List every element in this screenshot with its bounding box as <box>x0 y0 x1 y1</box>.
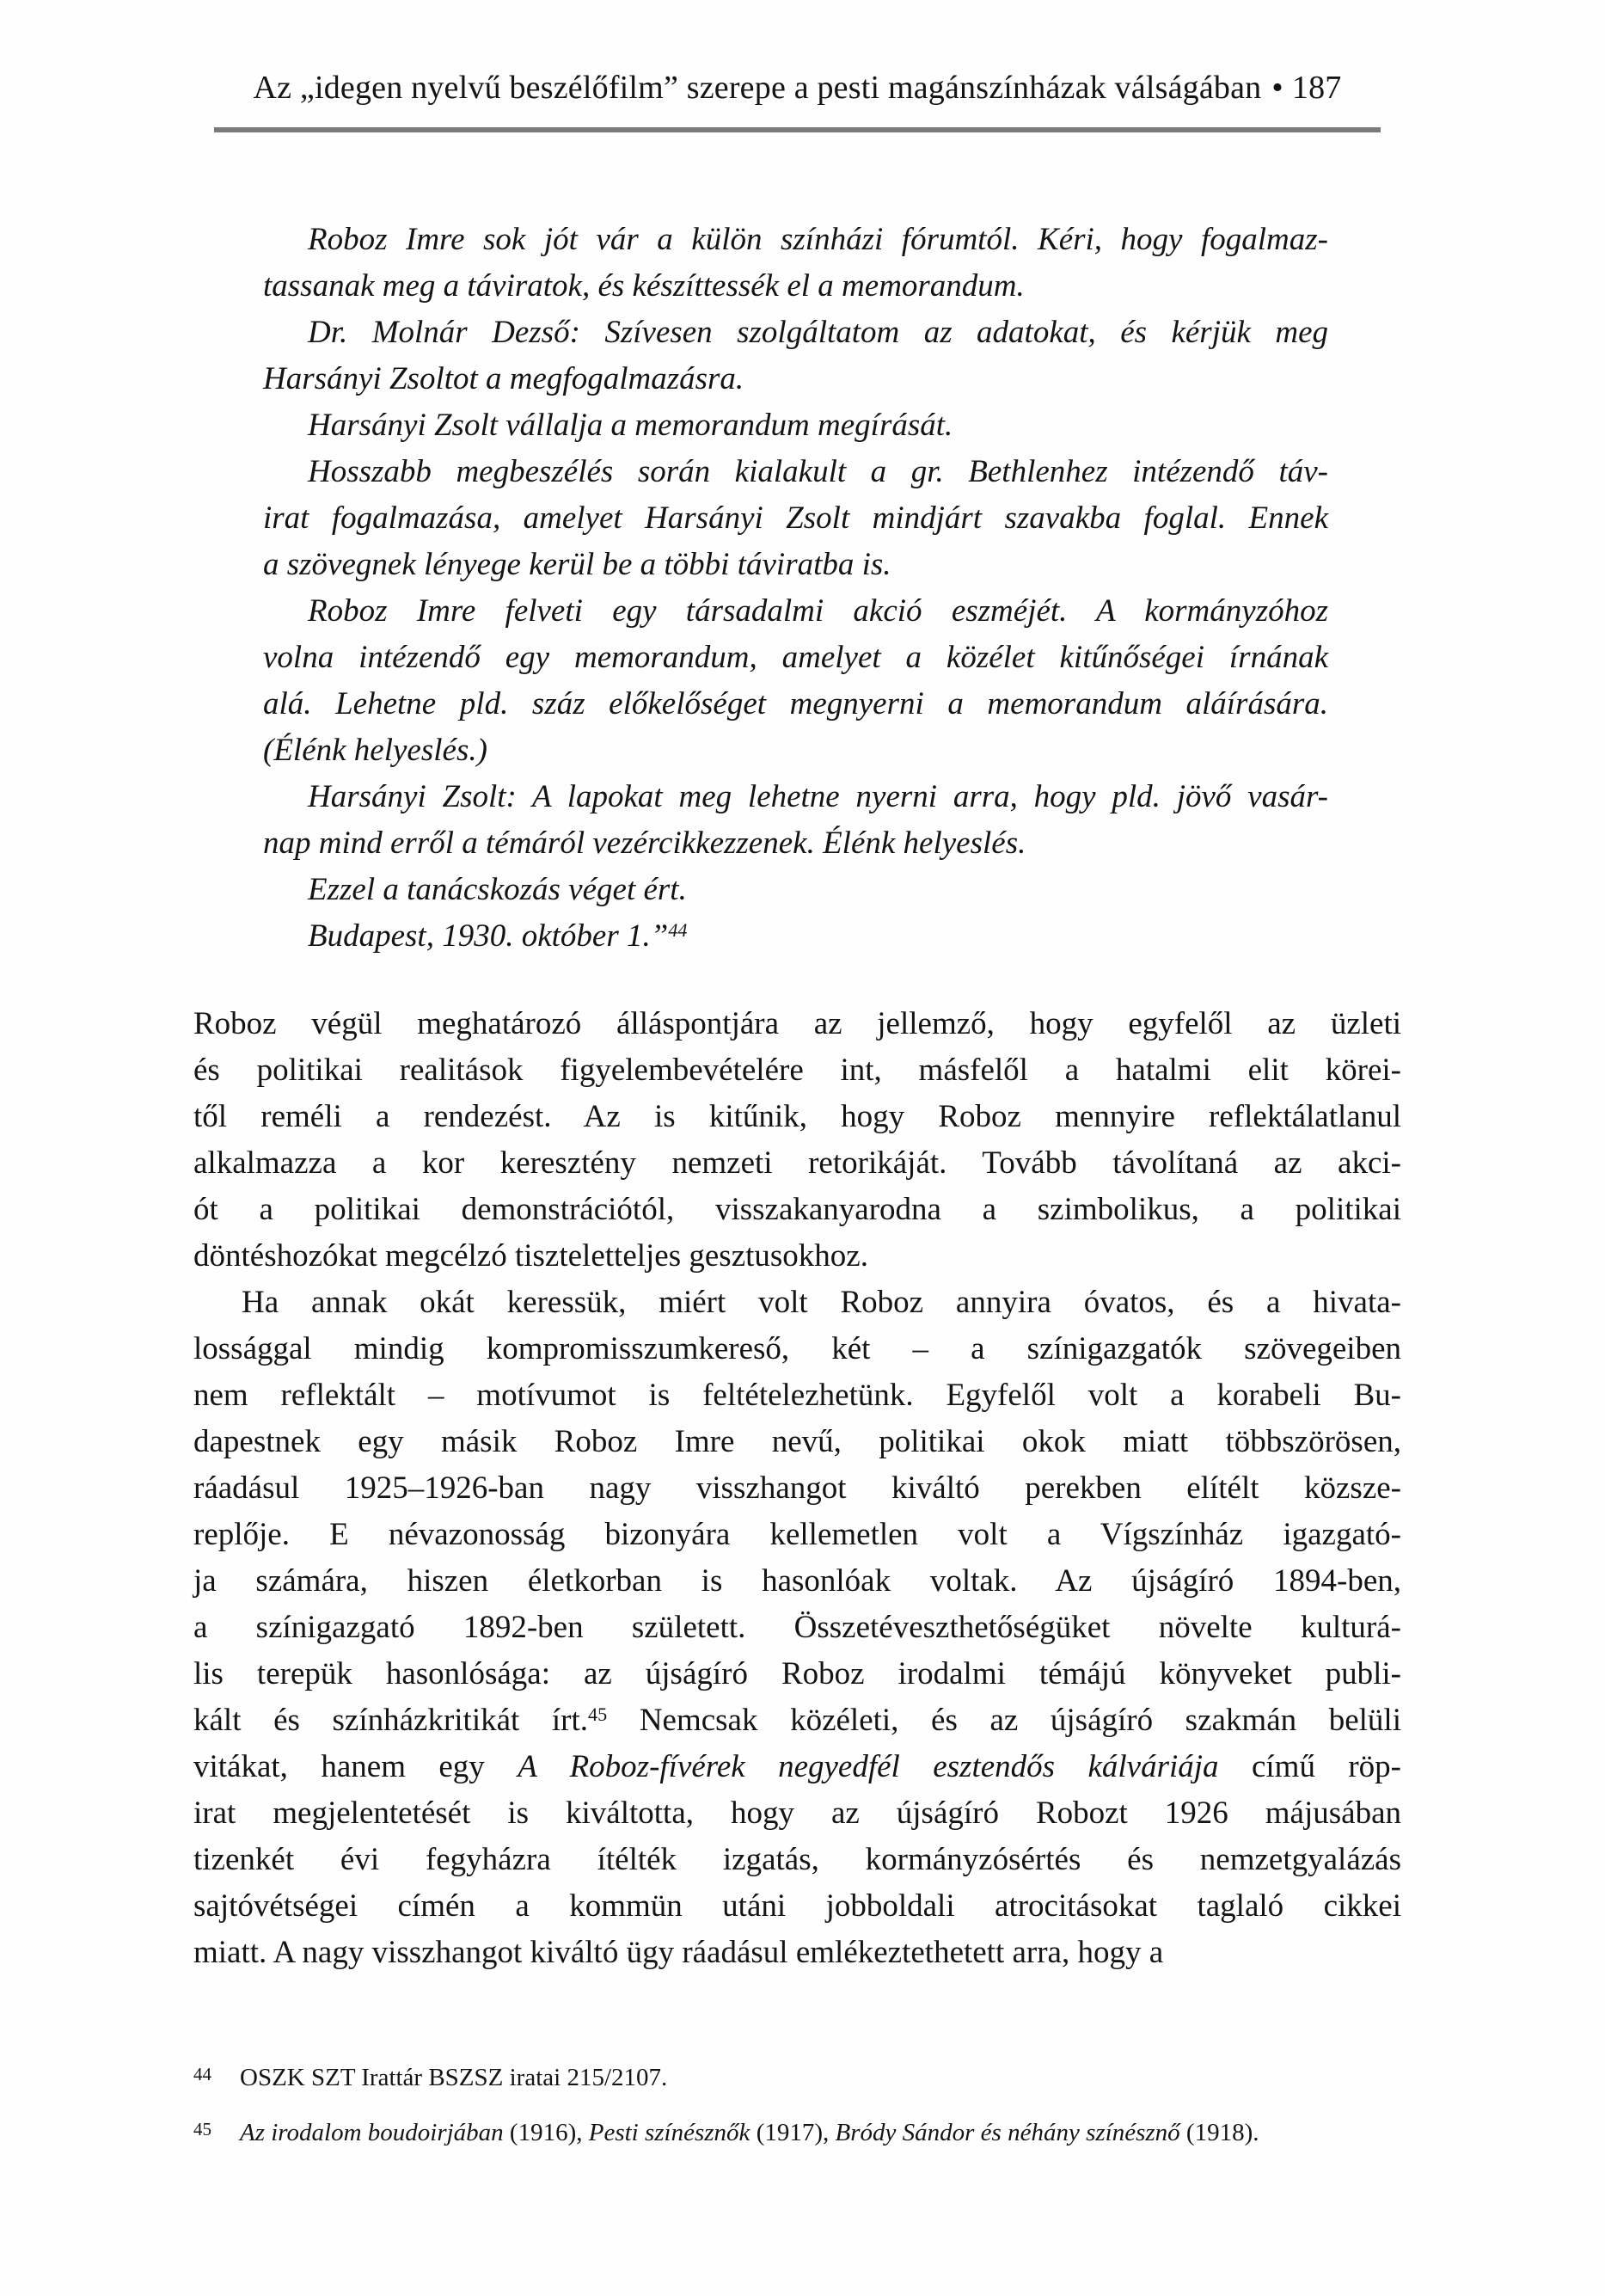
quote-paragraph <box>263 217 1328 310</box>
text-column <box>193 0 1401 2153</box>
text-segment: Budapest, 1930. október 1.” <box>308 918 669 954</box>
quote-line <box>263 263 1328 310</box>
text-segment: a színigazgató 1892-ben született. Összetéveszthetőségüket növelte kulturá- <box>193 1610 1401 1645</box>
footnote-number: 45 <box>193 2119 211 2139</box>
quote-line <box>263 449 1328 495</box>
italic-title: Pesti színésznők <box>588 2119 750 2146</box>
quote-line <box>263 820 1328 867</box>
quote-line <box>263 635 1328 681</box>
body-line <box>193 1326 1401 1372</box>
text-segment: nem reflektált – motívumot is feltételezhetünk. Egyfelől volt a korabeli Bu- <box>193 1378 1401 1413</box>
quote-line <box>263 310 1328 356</box>
header-separator-bullet: • <box>1271 70 1283 106</box>
body-line <box>193 1094 1401 1140</box>
text-segment: lis terepük hasonlósága: az újságíró Roboz irodalmi témájú könyveket publi- <box>193 1656 1401 1691</box>
quote-paragraph <box>263 449 1328 588</box>
quote-paragraph <box>263 867 1328 913</box>
body-paragraph <box>193 1001 1401 1280</box>
body-line <box>193 1280 1401 1326</box>
text-segment: sajtóvétségei címén a kommün utáni jobboldali atrocitásokat taglaló cikkei <box>193 1888 1401 1924</box>
italic-title: Bródy Sándor és néhány színésznő <box>835 2119 1180 2146</box>
text-segment: irat megjelentetését is kiváltotta, hogy az újságíró Robozt 1926 májusában <box>193 1796 1401 1831</box>
body-line <box>193 1697 1401 1744</box>
text-segment: Ha annak okát keressük, miért volt Roboz annyira óvatos, és a hivata- <box>242 1285 1401 1320</box>
text-segment: alkalmazza a kor keresztény nemzeti retorikáját. Tovább távolítaná az akci- <box>193 1145 1401 1181</box>
body-line <box>193 1883 1401 1930</box>
body-line <box>193 1605 1401 1651</box>
body-line <box>193 1047 1401 1094</box>
header-title: Az „idegen nyelvű beszélőfilm” szerepe a pesti magánszínházak válságában <box>253 70 1262 106</box>
footnote-section <box>193 2059 1401 2153</box>
text-segment: irat fogalmazása, amelyet Harsányi Zsolt mindjárt szavakba foglal. Ennek <box>263 500 1328 536</box>
quote-line <box>263 774 1328 820</box>
text-segment: ót a politikai demonstrációtól, visszakanyarodna a szimbolikus, a politikai <box>193 1192 1401 1227</box>
text-segment: (1917), <box>750 2119 836 2146</box>
running-head-text <box>193 67 1401 108</box>
footnote-ref: 44 <box>668 919 688 942</box>
body-line <box>193 1140 1401 1187</box>
text-segment: nap mind erről a témáról vezércikkezzenek. Élénk helyeslés. <box>263 826 1026 861</box>
text-segment: Roboz Imre felveti egy társadalmi akció eszméjét. A kormányzóhoz <box>308 593 1328 629</box>
text-segment: Nemcsak közéleti, és az újságíró szakmán belüli <box>607 1703 1401 1738</box>
body-line <box>193 1372 1401 1419</box>
quote-line <box>263 495 1328 542</box>
page-number: 187 <box>1291 70 1342 106</box>
running-head <box>193 67 1401 132</box>
footnote-item <box>193 2114 1401 2153</box>
text-segment: vitákat, hanem egy <box>193 1749 518 1784</box>
quote-line <box>263 913 1328 960</box>
header-rule <box>214 127 1381 132</box>
footnote-text <box>240 2114 1401 2152</box>
quote-line <box>263 588 1328 635</box>
body-line <box>193 1930 1401 1976</box>
text-segment: től reméli a rendezést. Az is kitűnik, hogy Roboz mennyire reflektálatlanul <box>193 1099 1401 1134</box>
text-segment: Roboz Imre sok jót vár a külön színházi fórumtól. Kéri, hogy fogalmaz- <box>308 222 1328 257</box>
text-segment: ja számára, hiszen életkorban is hasonlóak voltak. Az újságíró 1894-ben, <box>193 1563 1401 1599</box>
quote-paragraph <box>263 588 1328 774</box>
body-line <box>193 1187 1401 1233</box>
quote-line <box>263 681 1328 727</box>
text-segment: dapestnek egy másik Roboz Imre nevű, politikai okok miatt többszörösen, <box>193 1424 1401 1459</box>
footnote-ref: 45 <box>588 1704 608 1726</box>
body-line <box>193 1790 1401 1837</box>
text-segment: (1916), <box>503 2119 589 2146</box>
text-segment: Dr. Molnár Dezső: Szívesen szolgáltatom az adatokat, és kérjük meg <box>308 315 1328 350</box>
body-line <box>193 1651 1401 1697</box>
text-segment: tassanak meg a táviratok, és készíttessék el a memorandum. <box>263 268 1025 304</box>
text-segment: miatt. A nagy visszhangot kiváltó ügy ráadásul emlékeztethetett arra, hogy a <box>193 1935 1164 1970</box>
body-line <box>193 1465 1401 1512</box>
quote-paragraph <box>263 402 1328 449</box>
body-line <box>193 1837 1401 1883</box>
text-segment: alá. Lehetne pld. száz előkelőséget megnyerni a memorandum aláírására. <box>263 686 1328 721</box>
body-line <box>193 1512 1401 1558</box>
text-segment: kált és színházkritikát írt. <box>193 1703 589 1738</box>
text-segment: Hosszabb megbeszélés során kialakult a gr. Bethlenhez intézendő táv- <box>308 454 1328 489</box>
body-line <box>193 1001 1401 1047</box>
text-segment: volna intézendő egy memorandum, amelyet a közélet kitűnőségei írnának <box>263 640 1328 675</box>
body-line <box>193 1233 1401 1280</box>
text-segment: (Élénk helyeslés.) <box>263 733 487 768</box>
quote-paragraph <box>263 774 1328 867</box>
text-segment: replője. E névazonosság bizonyára kellemetlen volt a Vígszínház igazgató- <box>193 1517 1401 1552</box>
text-segment: Ezzel a tanácskozás véget ért. <box>308 872 687 907</box>
quote-line <box>263 542 1328 588</box>
block-quote <box>263 217 1328 960</box>
quote-line <box>263 867 1328 913</box>
quote-line <box>263 402 1328 449</box>
quote-paragraph <box>263 913 1328 960</box>
body-paragraph <box>193 1280 1401 1976</box>
quote-paragraph <box>263 310 1328 402</box>
body-line <box>193 1419 1401 1465</box>
quote-line <box>263 217 1328 263</box>
text-segment: Roboz végül meghatározó álláspontjára az jellemző, hogy egyfelől az üzleti <box>193 1006 1401 1041</box>
body-line <box>193 1558 1401 1605</box>
footnote-text <box>240 2059 1401 2096</box>
quote-line <box>263 727 1328 774</box>
text-segment: Harsányi Zsolt vállalja a memorandum megírását. <box>308 408 953 443</box>
text-segment: Harsányi Zsoltot a megfogalmazásra. <box>263 361 744 396</box>
text-segment: döntéshozókat megcélzó tiszteletteljes gesztusokhoz. <box>193 1238 868 1274</box>
text-segment: és politikai realitások figyelembevételére int, másfelől a hatalmi elit körei- <box>193 1053 1401 1088</box>
text-segment: a szövegnek lényege kerül be a többi táviratba is. <box>263 547 891 582</box>
text-segment: című röp- <box>1218 1749 1401 1784</box>
text-segment: (1918). <box>1179 2119 1259 2146</box>
footnote-number: 44 <box>193 2064 211 2084</box>
text-segment: tizenkét évi fegyházra ítélték izgatás, kormányzósértés és nemzetgyalázás <box>193 1842 1401 1877</box>
italic-title: Az irodalom boudoirjában <box>240 2119 504 2146</box>
italic-title: A Roboz-fívérek negyedfél esztendős kálváriája <box>518 1749 1219 1784</box>
text-segment: ráadásul 1925–1926-ban nagy visszhangot kiváltó perekben elítélt közsze- <box>193 1470 1401 1506</box>
footnote-item <box>193 2059 1401 2098</box>
text-segment: OSZK SZT Irattár BSZSZ iratai 215/2107. <box>240 2064 668 2091</box>
text-segment: Harsányi Zsolt: A lapokat meg lehetne nyerni arra, hogy pld. jövő vasár- <box>308 779 1328 814</box>
body-line <box>193 1744 1401 1790</box>
quote-line <box>263 356 1328 402</box>
body-text <box>193 1001 1401 1976</box>
text-segment: lossággal mindig kompromisszumkereső, két – a színigazgatók szövegeiben <box>193 1331 1401 1366</box>
